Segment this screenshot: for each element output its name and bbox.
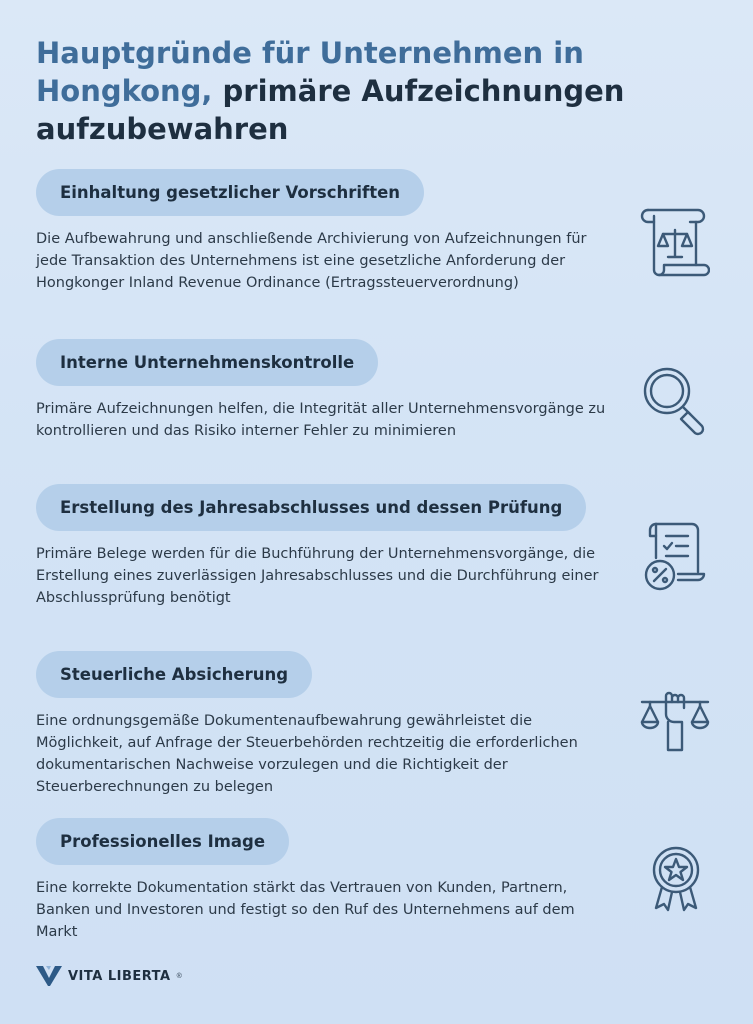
section-heading: Steuerliche Absicherung: [36, 651, 312, 698]
section-text: Die Aufbewahrung und anschließende Archivierung von Aufzeichnungen für jede Transaktion des Unternehmens ist eine gesetzliche Anforderung der Hongkonger Inland Revenue Ordinance (Ertragssteuerverordnung): [36, 231, 587, 291]
section-text: Primäre Aufzeichnungen helfen, die Integrität aller Unternehmensvorgänge zu kontrollieren und das Risiko interner Fehler zu minimieren: [36, 401, 606, 439]
section-internal-control: [36, 339, 726, 442]
section-heading: Professionelles Image: [36, 818, 289, 865]
section-annual-statements: [36, 484, 726, 609]
section-text: Eine ordnungsgemäße Dokumentenaufbewahrung gewährleistet die Möglichkeit, auf Anfrage der Steuerbehörden rechtzeitig die erforderlichen dokumentarischen Nachweise vorzulegen und die Richtigkeit der Steuerberechnungen zu belegen: [36, 713, 578, 795]
document-percent-icon: [642, 520, 708, 592]
section-heading: Interne Unternehmenskontrolle: [36, 339, 378, 386]
star-badge-icon: [648, 846, 704, 912]
title-rest: primäre Aufzeichnungen aufzubewahren: [36, 74, 625, 146]
section-tax-security: [36, 651, 726, 798]
logo-registered-mark: ®: [176, 972, 182, 980]
section-text: Primäre Belege werden für die Buchführung der Unternehmensvorgänge, die Erstellung eines zuverlässigen Jahresabschlusses und die Durchführung einer Abschlussprüfung benötigt: [36, 546, 599, 606]
section-text: Eine korrekte Dokumentation stärkt das Vertrauen von Kunden, Partnern, Banken und Investoren und festigt so den Ruf des Unternehmens auf dem Markt: [36, 880, 575, 940]
magnifier-icon: [640, 366, 712, 436]
page-title: [36, 34, 716, 148]
fist-scales-icon: [638, 688, 712, 754]
section-legal-compliance: [36, 169, 726, 294]
title-accent: Hauptgründe für Unternehmen in Hongkong,: [36, 36, 584, 108]
section-heading: Einhaltung gesetzlicher Vorschriften: [36, 169, 424, 216]
scroll-scales-icon: [640, 206, 710, 278]
section-heading: Erstellung des Jahresabschlusses und dessen Prüfung: [36, 484, 586, 531]
section-professional-image: [36, 818, 726, 943]
vita-liberta-logo: [36, 966, 182, 986]
logo-mark-icon: [36, 966, 62, 986]
logo-text: VITA LIBERTA: [68, 968, 171, 984]
